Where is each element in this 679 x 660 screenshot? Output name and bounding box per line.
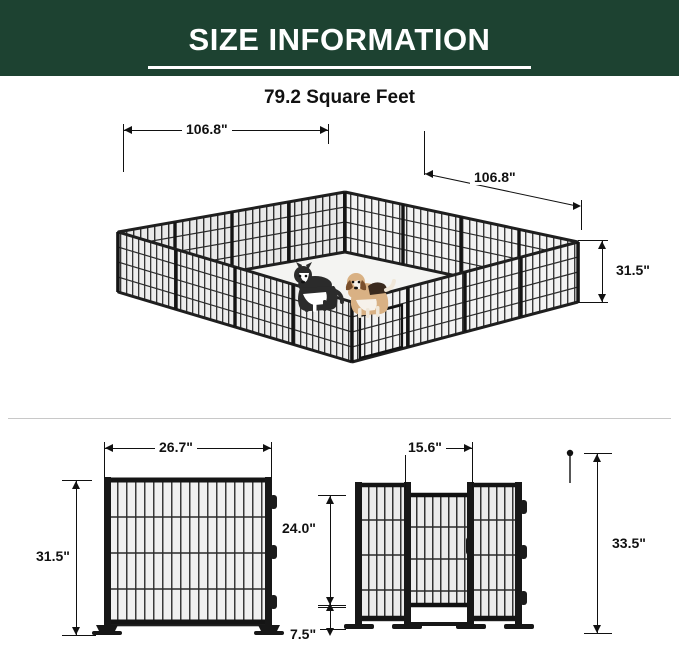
pen-height-arrow-up: [598, 241, 606, 249]
header-bar: [0, 0, 679, 76]
pen-height-tick-bottom: [578, 302, 608, 303]
plain-panel-height-label: 31.5": [32, 548, 74, 564]
pen-illustration: [0, 110, 679, 410]
plain-panel-width-tick-right: [271, 442, 272, 478]
gate-clearance-arrow-up: [326, 603, 334, 611]
plain-panel-height-tick-bottom: [62, 635, 96, 636]
top-width-tick-right: [328, 124, 329, 144]
pen-diagram-stage: [0, 110, 679, 410]
gate-height-dim-line: [330, 495, 331, 605]
title-underline: [148, 66, 531, 69]
panel-illustrations: [0, 425, 679, 655]
right-width-label: 106.8": [470, 169, 520, 185]
plain-panel-height-arrow-up: [72, 481, 80, 489]
plain-panel-width-arrow-right: [263, 444, 271, 452]
page-title: SIZE INFORMATION: [188, 22, 491, 57]
gate-clearance-arrow-down: [326, 628, 334, 636]
plain-panel-width-label: 26.7": [155, 439, 197, 455]
gate-total-height-tick-bottom: [584, 633, 612, 634]
section-divider: [8, 418, 671, 419]
right-width-arrow-left: [425, 170, 433, 178]
top-width-arrow-left: [124, 126, 132, 134]
pen-height-label: 31.5": [612, 262, 654, 278]
plain-panel-graphic: [92, 477, 284, 635]
pen-height-dim-line: [602, 240, 603, 302]
gate-width-tick-right: [472, 442, 473, 490]
area-label: 79.2 Square Feet: [263, 87, 416, 108]
gate-width-arrow-right: [464, 444, 472, 452]
top-width-label: 106.8": [182, 121, 232, 137]
right-width-arrow-right: [573, 202, 581, 210]
gate-height-arrow-up: [326, 496, 334, 504]
gate-panel-graphic: [344, 482, 534, 629]
gate-total-height-dim-line: [597, 453, 598, 633]
gate-total-height-label: 33.5": [608, 535, 650, 551]
plain-panel-width-arrow-left: [105, 444, 113, 452]
right-width-tick-left: [424, 131, 425, 175]
gate-width-label: 15.6": [404, 439, 446, 455]
plain-panel-height-dim-line: [76, 480, 77, 635]
gate-clearance-label: 7.5": [286, 626, 320, 642]
top-width-arrow-right: [320, 126, 328, 134]
gate-total-height-arrow-up: [593, 454, 601, 462]
right-width-tick-right: [581, 200, 582, 230]
plain-panel-height-arrow-down: [72, 627, 80, 635]
pen-height-arrow-down: [598, 294, 606, 302]
gate-total-height-arrow-down: [593, 625, 601, 633]
gate-height-label: 24.0": [278, 520, 320, 536]
panel-diagrams-stage: [0, 425, 679, 655]
